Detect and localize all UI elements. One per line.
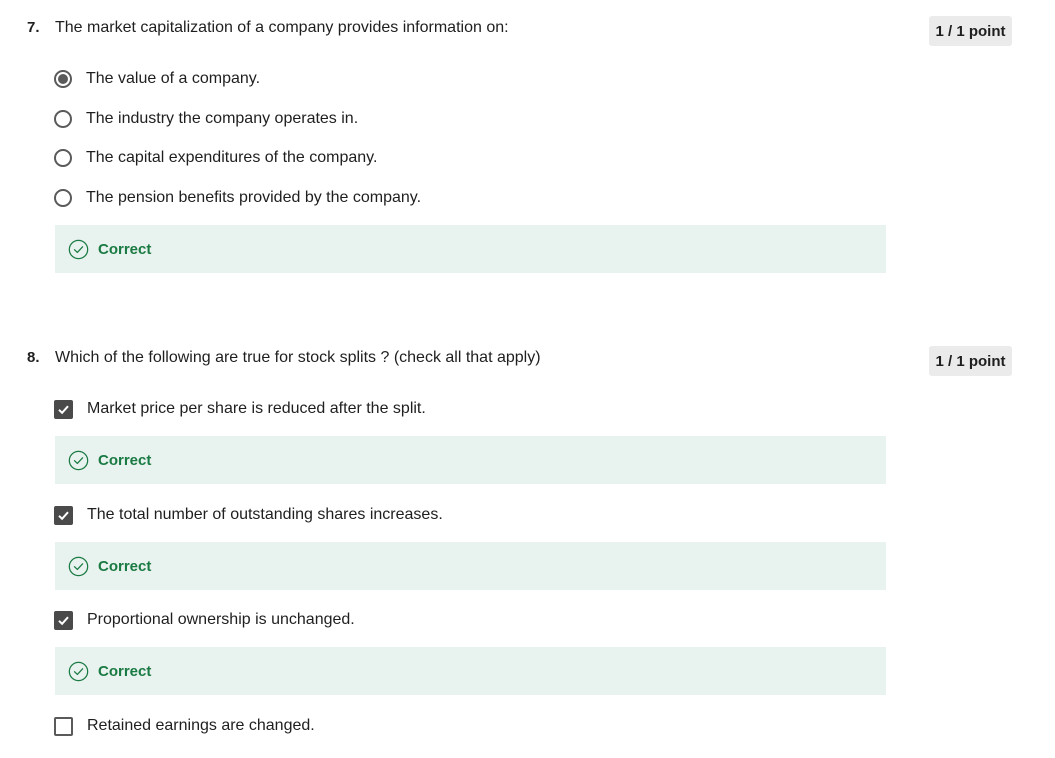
checkbox-option[interactable] <box>54 503 443 527</box>
check-circle-icon <box>68 556 89 577</box>
option-label: The pension benefits provided by the company. <box>86 189 422 206</box>
feedback-banner <box>55 225 886 273</box>
radio-button[interactable] <box>54 149 72 167</box>
question-number: 7. <box>27 19 40 36</box>
radio-button[interactable] <box>54 110 72 128</box>
checkbox-checked[interactable] <box>54 611 73 630</box>
feedback-label: Correct <box>98 662 152 680</box>
radio-dot <box>58 74 68 84</box>
checkmark-icon <box>57 509 70 522</box>
check-circle-icon <box>68 239 89 260</box>
option-label: Retained earnings are changed. <box>87 717 315 734</box>
option-label: The value of a company. <box>86 70 261 87</box>
checkbox[interactable] <box>54 717 73 736</box>
option-label: The total number of outstanding shares increases. <box>87 506 443 523</box>
question-text: Which of the following are true for stock splits ? (check all that apply) <box>55 349 541 366</box>
check-circle-icon <box>68 450 89 471</box>
checkbox-checked[interactable] <box>54 506 73 525</box>
option-label: The industry the company operates in. <box>86 110 359 127</box>
points-badge: 1 / 1 point <box>929 16 1012 46</box>
check-circle-icon <box>68 661 89 682</box>
option-label: Proportional ownership is unchanged. <box>87 611 355 628</box>
radio-option[interactable] <box>54 186 421 210</box>
feedback-banner <box>55 542 886 590</box>
option-label: The capital expenditures of the company. <box>86 149 378 166</box>
checkbox-checked[interactable] <box>54 400 73 419</box>
checkbox-option[interactable] <box>54 397 426 421</box>
option-label: Market price per share is reduced after the split. <box>87 400 426 417</box>
feedback-label: Correct <box>98 557 152 575</box>
radio-option[interactable] <box>54 146 377 170</box>
checkmark-icon <box>57 403 70 416</box>
question-7 <box>0 0 1055 290</box>
feedback-banner <box>55 436 886 484</box>
checkmark-icon <box>57 614 70 627</box>
question-text: The market capitalization of a company provides information on: <box>55 19 509 36</box>
radio-button[interactable] <box>54 189 72 207</box>
radio-option[interactable] <box>54 107 358 131</box>
feedback-label: Correct <box>98 451 152 469</box>
checkbox-option[interactable] <box>54 608 355 632</box>
question-number: 8. <box>27 349 40 366</box>
feedback-banner <box>55 647 886 695</box>
checkbox-option[interactable] <box>54 714 315 738</box>
points-badge: 1 / 1 point <box>929 346 1012 376</box>
feedback-label: Correct <box>98 240 152 258</box>
radio-button-selected[interactable] <box>54 70 72 88</box>
radio-option[interactable] <box>54 67 260 91</box>
question-8 <box>0 330 1055 758</box>
